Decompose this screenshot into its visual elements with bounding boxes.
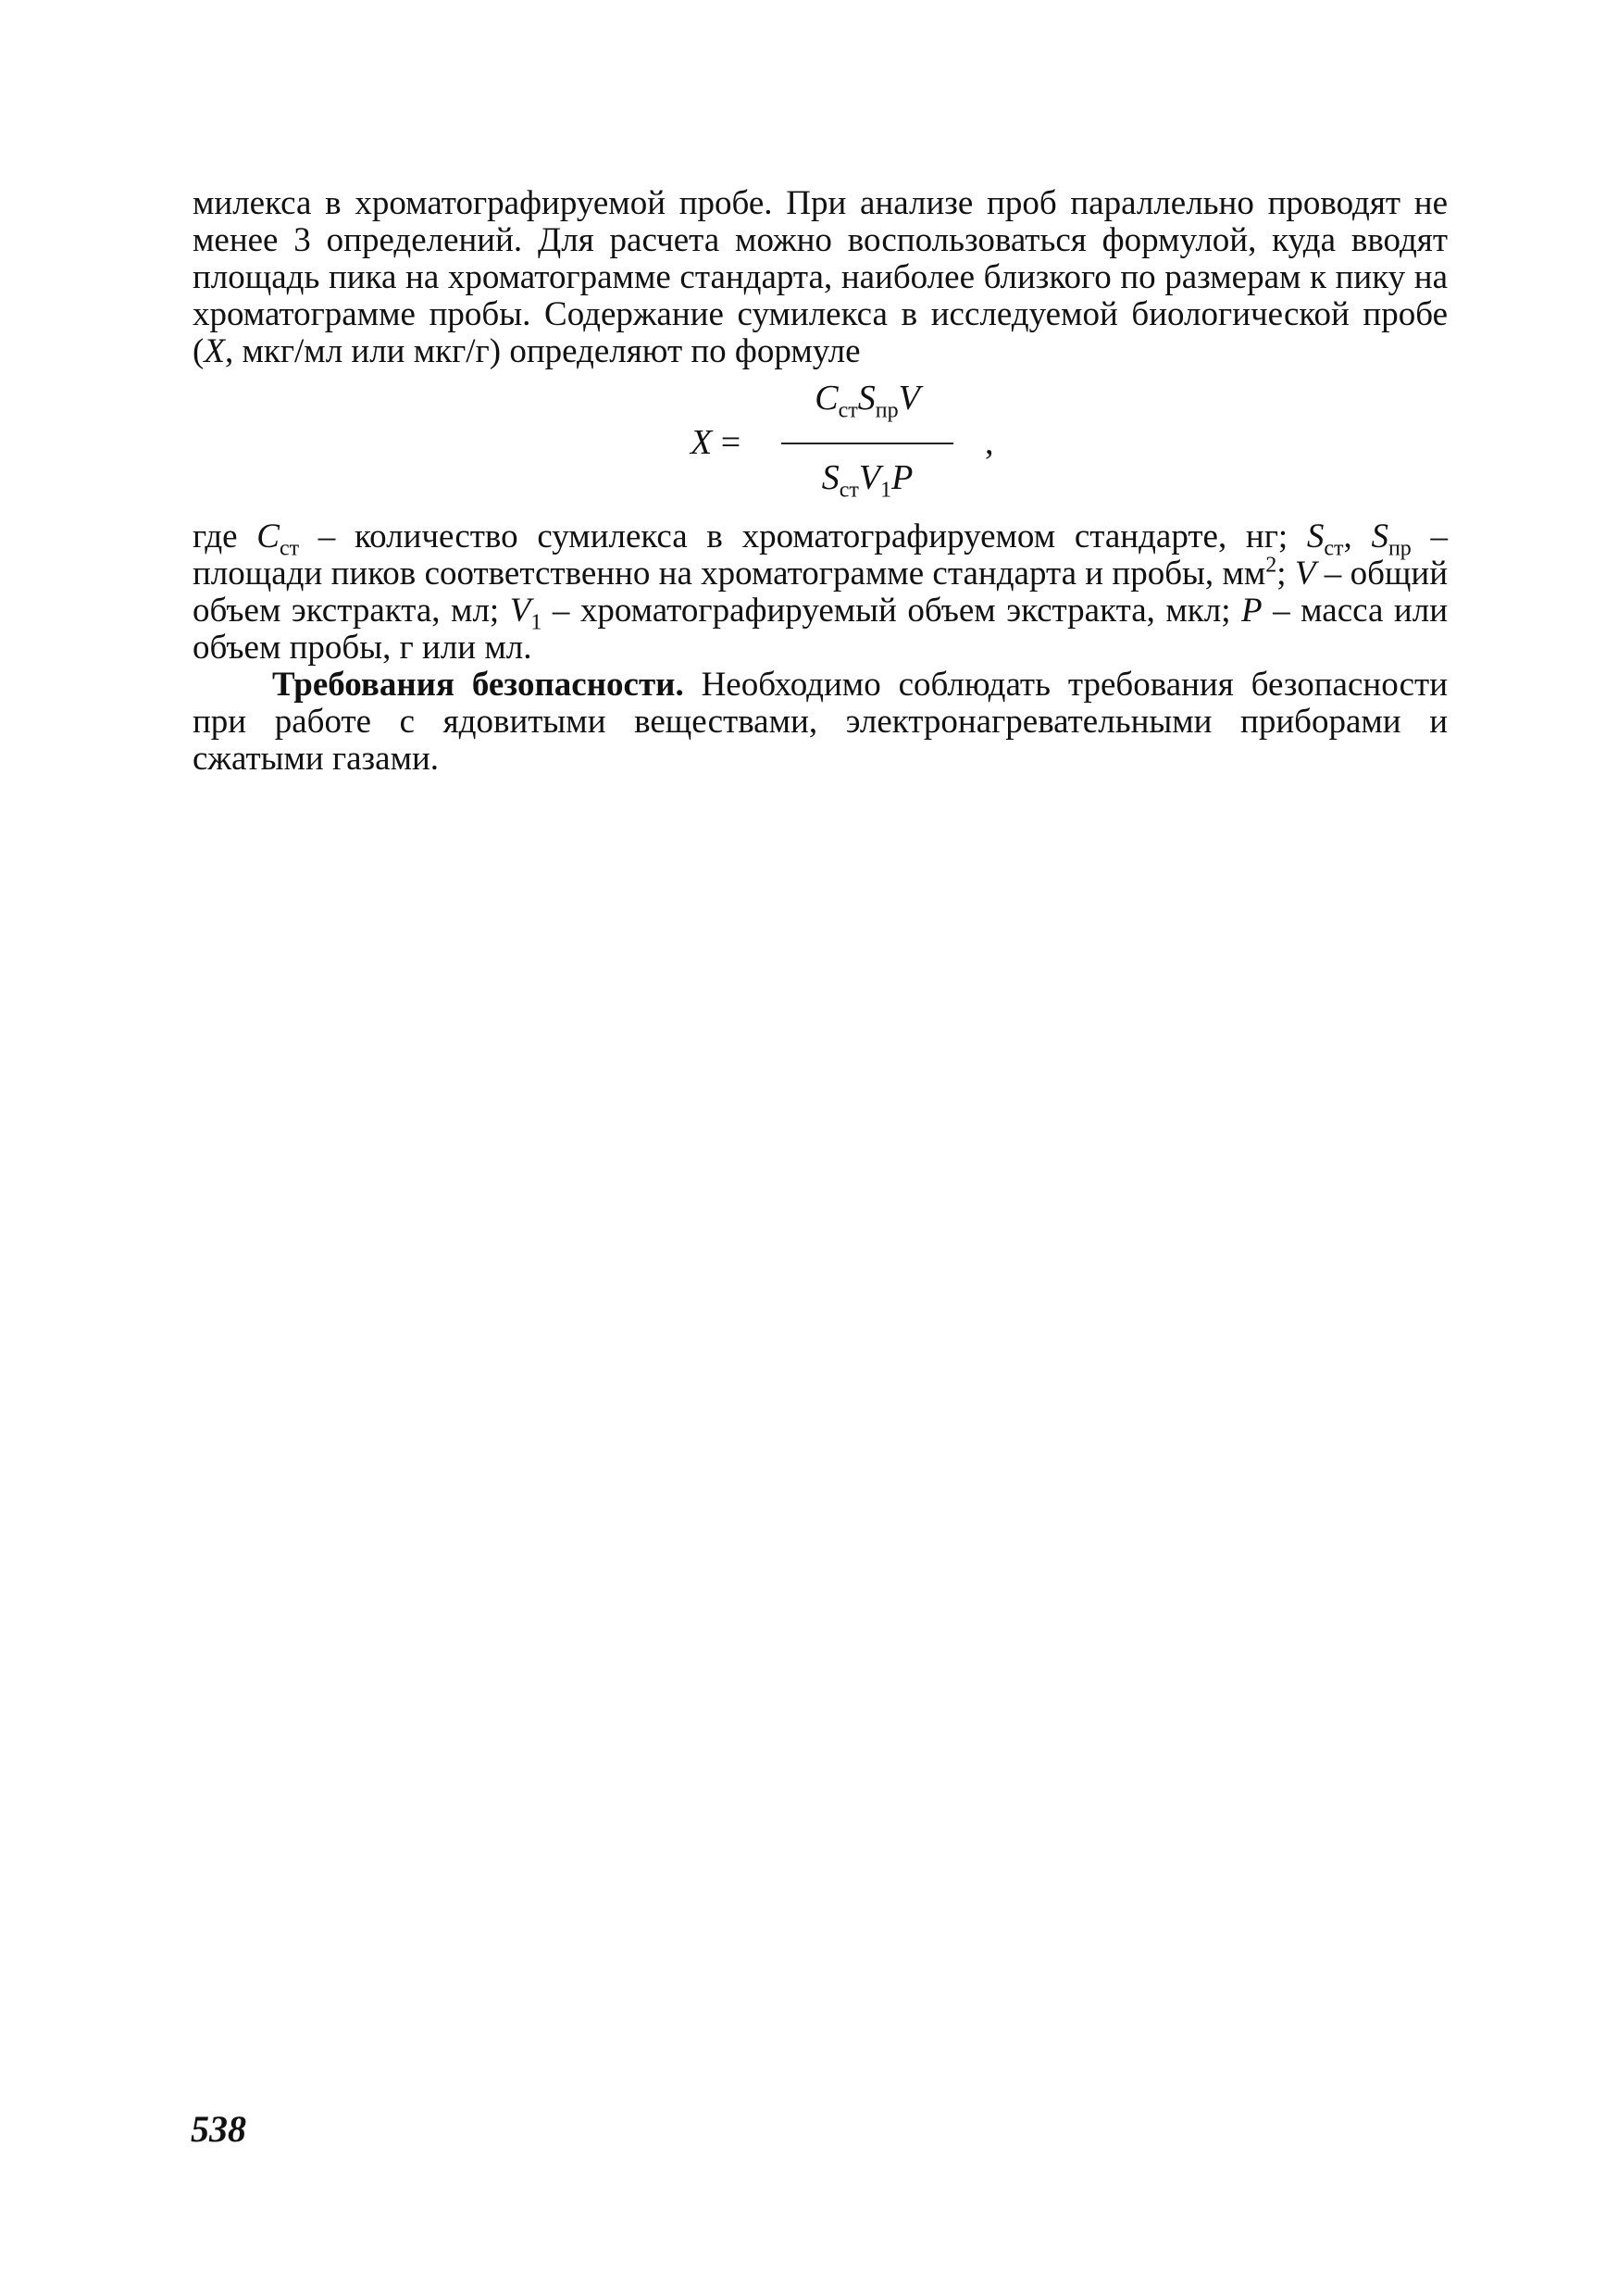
formula-comma: ,	[985, 423, 994, 462]
safety-heading: Требования безопасности.	[272, 666, 684, 704]
safety-text: Необходимо соблюдать требования безопасности при работе с ядовитыми веществами, электронагревательными приборами и сжатыми газами.	[193, 666, 1449, 778]
paragraph-method	[193, 185, 1448, 370]
paragraph-where: где $C_{ст}$ – количество сумилекса в хроматографируемом стандарте, нг; $S_{ст}$, $S_{пр}$ – площади пиков соответственно на хроматограмме стандарта и пробы, $мм^2$; V – общий объем экстракта, мл; $V_1$ – хроматографируемый объем экстракта, мкл; P – масса или объем пробы, г или мл.	[193, 518, 1449, 667]
formula-denominator: $S_{ст}V_1P$	[821, 458, 914, 503]
formula-x: X	[691, 423, 713, 462]
formula-numerator: $C_{ст}S_{пр}V$	[815, 379, 920, 423]
formula	[193, 372, 1448, 513]
formula-lhs	[691, 424, 741, 461]
main-text	[193, 185, 1448, 778]
paragraph-method-text: милекса в хроматографируемой пробе. При анализе проб параллельно проводят не менее 3 определений. Для расчета можно воспользоваться формулой, куда вводят площадь пика на хроматограмме стандарта, наиболее близкого по размерам к пику на хроматограмме пробы. Содержание сумилекса в исследуемой биологической пробе (	[193, 184, 1448, 370]
page-number: 538	[191, 2108, 246, 2150]
paragraph-safety	[193, 667, 1448, 778]
fraction-bar	[781, 443, 953, 444]
paragraph-method-end: , мкг/мл или мкг/г) определяют по формуле	[224, 332, 861, 370]
formula-equals: =	[720, 423, 741, 462]
variable-x: X	[204, 332, 225, 370]
